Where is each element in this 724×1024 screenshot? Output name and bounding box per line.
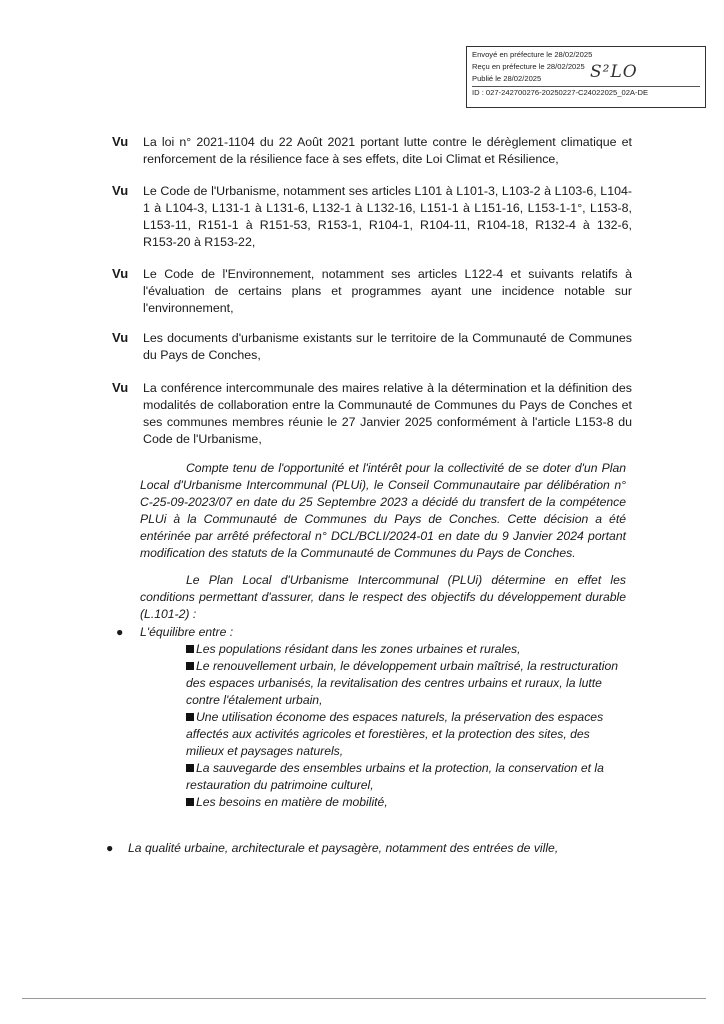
sub-item [186, 641, 626, 658]
sub-item-text: Une utilisation économe des espaces naturels, la préservation des espaces affectés aux activités agricoles et forestières, et la protection des sites, des milieux et paysages naturels, [186, 710, 604, 758]
vu-label: Vu [112, 330, 129, 345]
stamp-sent-date: Envoyé en préfecture le 28/02/2025 [472, 50, 593, 59]
sub-item-text: Le renouvellement urbain, le développement urbain maîtrisé, la restructuration des espaces urbanisés, la revitalisation des centres urbains et ruraux, la lutte contre l'étalement urbain, [186, 659, 619, 707]
sub-item [186, 760, 626, 794]
sub-item [186, 794, 626, 811]
sub-item-text: La sauvegarde des ensembles urbains et la protection, la conservation et la restauration du patrimoine culturel, [186, 761, 604, 792]
vu-text: La conférence intercommunale des maires relative à la détermination et la définition des modalités de collaboration entre la Communauté de Communes du Pays de Conches et ses communes membres réunie le 27 Janvier 2025 conformément à l'article L153-8 du Code de l'Urbanisme, [143, 381, 632, 446]
vu-item [112, 266, 632, 317]
vu-label: Vu [112, 183, 129, 198]
stamp-published-date: Publié le 28/02/2025 [472, 74, 542, 83]
bullet-dot-icon: ● [106, 841, 114, 855]
square-bullet-icon [186, 713, 194, 721]
paragraph-plui-objectives [140, 572, 626, 623]
sub-item [186, 658, 626, 709]
bullet-item [106, 840, 559, 857]
vu-text: Le Code de l'Urbanisme, notamment ses articles L101 à L101-3, L103-2 à L103-6, L104-1 à L104-3, L131-1 à L131-6, L132-1 à L132-16, L151-1 à L151-16, L153-1-1°, L153-8, L153-11, R151-1 à R151-53, R153-1, R104-1, R104-11, R104-18, R132-4 à 132-6, R153-20 à R153-22, [143, 184, 632, 249]
bullet-item [116, 624, 234, 641]
square-bullet-icon [186, 764, 194, 772]
bullet-text: La qualité urbaine, architecturale et paysagère, notamment des entrées de ville, [128, 841, 559, 855]
stamp-received-date: Reçu en préfecture le 28/02/2025 [472, 62, 585, 71]
bullet-dot-icon: ● [116, 625, 124, 639]
vu-item [112, 183, 632, 251]
bullet-text: L'équilibre entre : [140, 625, 234, 639]
square-bullet-icon [186, 645, 194, 653]
prefecture-stamp [466, 46, 706, 108]
paragraph-text: Compte tenu de l'opportunité et l'intérêt pour la collectivité de se doter d'un Plan Local d'Urbanisme Intercommunal (PLUi), le Conseil Communautaire par délibération n° C-25-09-2023/07 en date du 25 Septembre 2023 a décidé du transfert de la compétence PLUi à la Communauté de Communes du Pays de Conches. Cette décision a été entérinée par arrêté préfectoral n° DCL/BCLI/2024-01 en date du 9 Janvier 2024 portant modification des statuts de la Communauté de Communes du Pays de Conches. [140, 461, 626, 560]
vu-text: Le Code de l'Environnement, notamment ses articles L122-4 et suivants relatifs à l'évaluation de certains plans et programmes ayant une incidence notable sur l'environnement, [143, 267, 632, 315]
vu-label: Vu [112, 134, 129, 149]
stamp-id: ID : 027-242700276-20250227-C24022025_02A-DE [472, 86, 700, 99]
sub-item-text: Les populations résidant dans les zones urbaines et rurales, [196, 642, 521, 656]
square-bullet-icon [186, 662, 194, 670]
paragraph-text: Le Plan Local d'Urbanisme Intercommunal (PLUi) détermine en effet les conditions permettant d'assurer, dans le respect des objectifs du développement durable (L.101-2) : [140, 573, 626, 621]
paragraph-competence-transfer [140, 460, 626, 562]
footer-divider [22, 998, 706, 999]
stamp-signature: S²LO [590, 62, 638, 82]
vu-text: La loi n° 2021-1104 du 22 Août 2021 portant lutte contre le dérèglement climatique et renforcement de la résilience face à ses effets, dite Loi Climat et Résilience, [143, 135, 632, 166]
vu-item [112, 380, 632, 448]
vu-text: Les documents d'urbanisme existants sur le territoire de la Communauté de Communes du Pays de Conches, [143, 331, 632, 362]
vu-label: Vu [112, 380, 129, 395]
vu-item [112, 330, 632, 364]
sub-item [186, 709, 626, 760]
square-bullet-icon [186, 798, 194, 806]
vu-label: Vu [112, 266, 129, 281]
vu-item [112, 134, 632, 168]
sub-item-text: Les besoins en matière de mobilité, [196, 795, 388, 809]
